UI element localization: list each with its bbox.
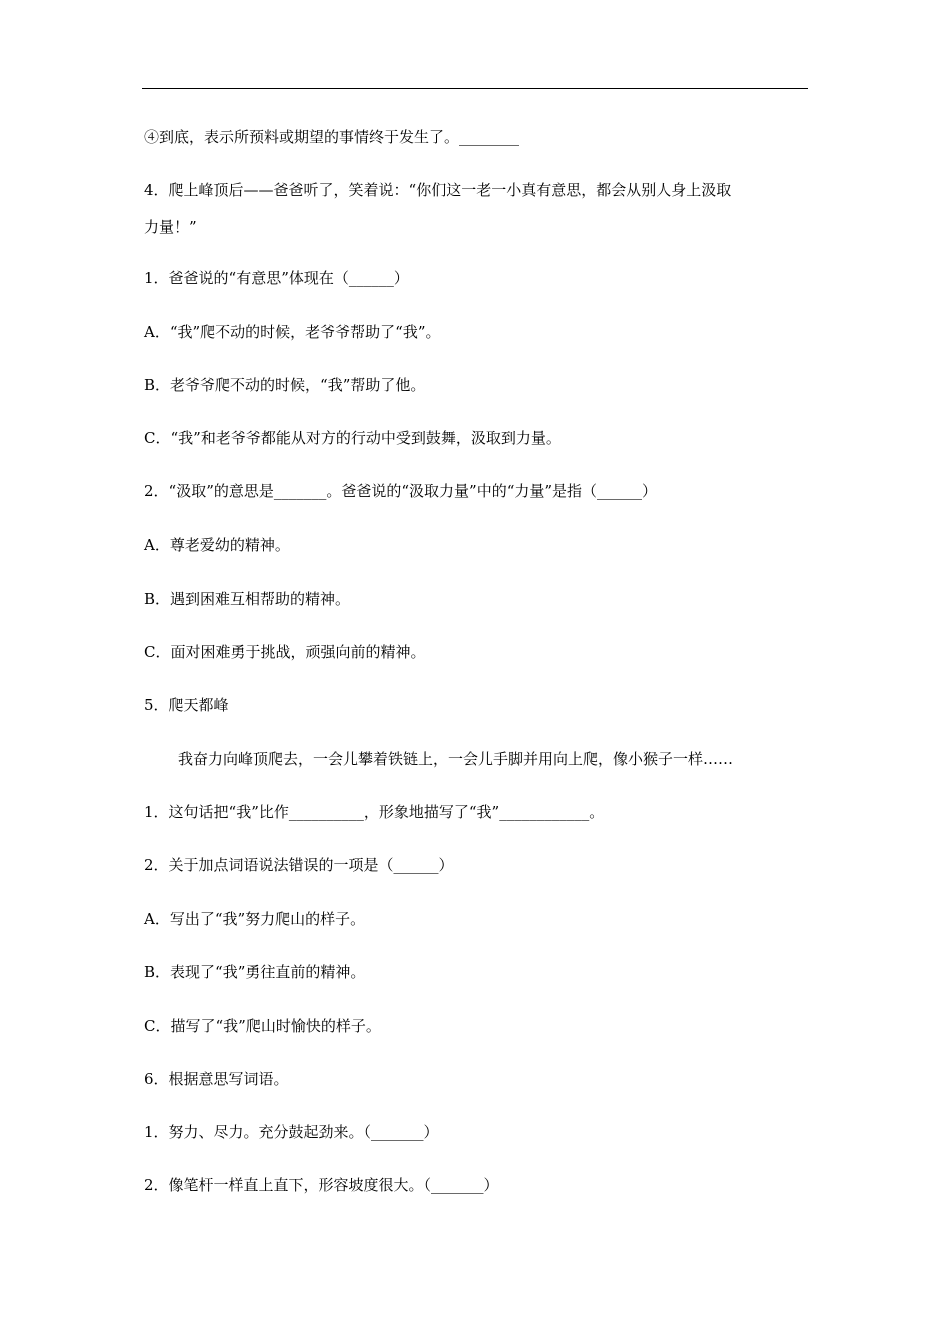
- question-4-sub-1-option-c: C．“我”和老爷爷都能从对方的行动中受到鼓舞，汲取到力量。: [144, 429, 561, 447]
- header-rule: [142, 88, 808, 89]
- question-6-sub-1: 1．努力、尽力。充分鼓起劲来。（_______）: [144, 1123, 439, 1141]
- question-5-passage: 我奋力向峰顶爬去，一会儿攀着铁链上，一会儿手脚并用向上爬，像小猴子一样……: [178, 750, 734, 768]
- question-5-sub-2-option-c: C．描写了“我”爬山时愉快的样子。: [144, 1017, 381, 1035]
- question-4-sub-2-option-a: A．尊老爱幼的精神。: [144, 536, 290, 554]
- question-5-sub-1: 1．这句话把“我”比作__________，形象地描写了“我”____________。: [144, 803, 605, 821]
- question-4-sub-2-option-c: C．面对困难勇于挑战，顽强向前的精神。: [144, 643, 426, 661]
- question-4-sub-2-option-b: B．遇到困难互相帮助的精神。: [144, 590, 351, 608]
- question-6-heading: 6．根据意思写词语。: [144, 1070, 289, 1088]
- question-3-item-4: ④到底，表示所预料或期望的事情终于发生了。________: [144, 128, 520, 146]
- question-5-sub-2-option-a: A．写出了“我”努力爬山的样子。: [144, 910, 366, 928]
- question-4-sub-1: 1．爸爸说的“有意思”体现在（______）: [144, 269, 409, 287]
- question-5-sub-2: 2．关于加点词语说法错误的一项是（______）: [144, 856, 454, 874]
- question-4-sub-1-option-a: A．“我”爬不动的时候，老爷爷帮助了“我”。: [144, 323, 441, 341]
- question-4-sub-2: 2．“汲取”的意思是_______。爸爸说的“汲取力量”中的“力量”是指（______）: [144, 482, 658, 500]
- question-5-sub-2-option-b: B．表现了“我”勇往直前的精神。: [144, 963, 366, 981]
- question-5-heading: 5．爬天都峰: [144, 696, 229, 714]
- question-4-sub-1-option-b: B．老爷爷爬不动的时候，“我”帮助了他。: [144, 376, 426, 394]
- question-6-sub-2: 2．像笔杆一样直上直下，形容坡度很大。（_______）: [144, 1176, 499, 1194]
- question-4-heading: 4．爬上峰顶后——爸爸听了，笑着说：“你们这一老一小真有意思，都会从别人身上汲取: [144, 181, 732, 199]
- question-4-heading-continued: 力量！”: [144, 218, 197, 236]
